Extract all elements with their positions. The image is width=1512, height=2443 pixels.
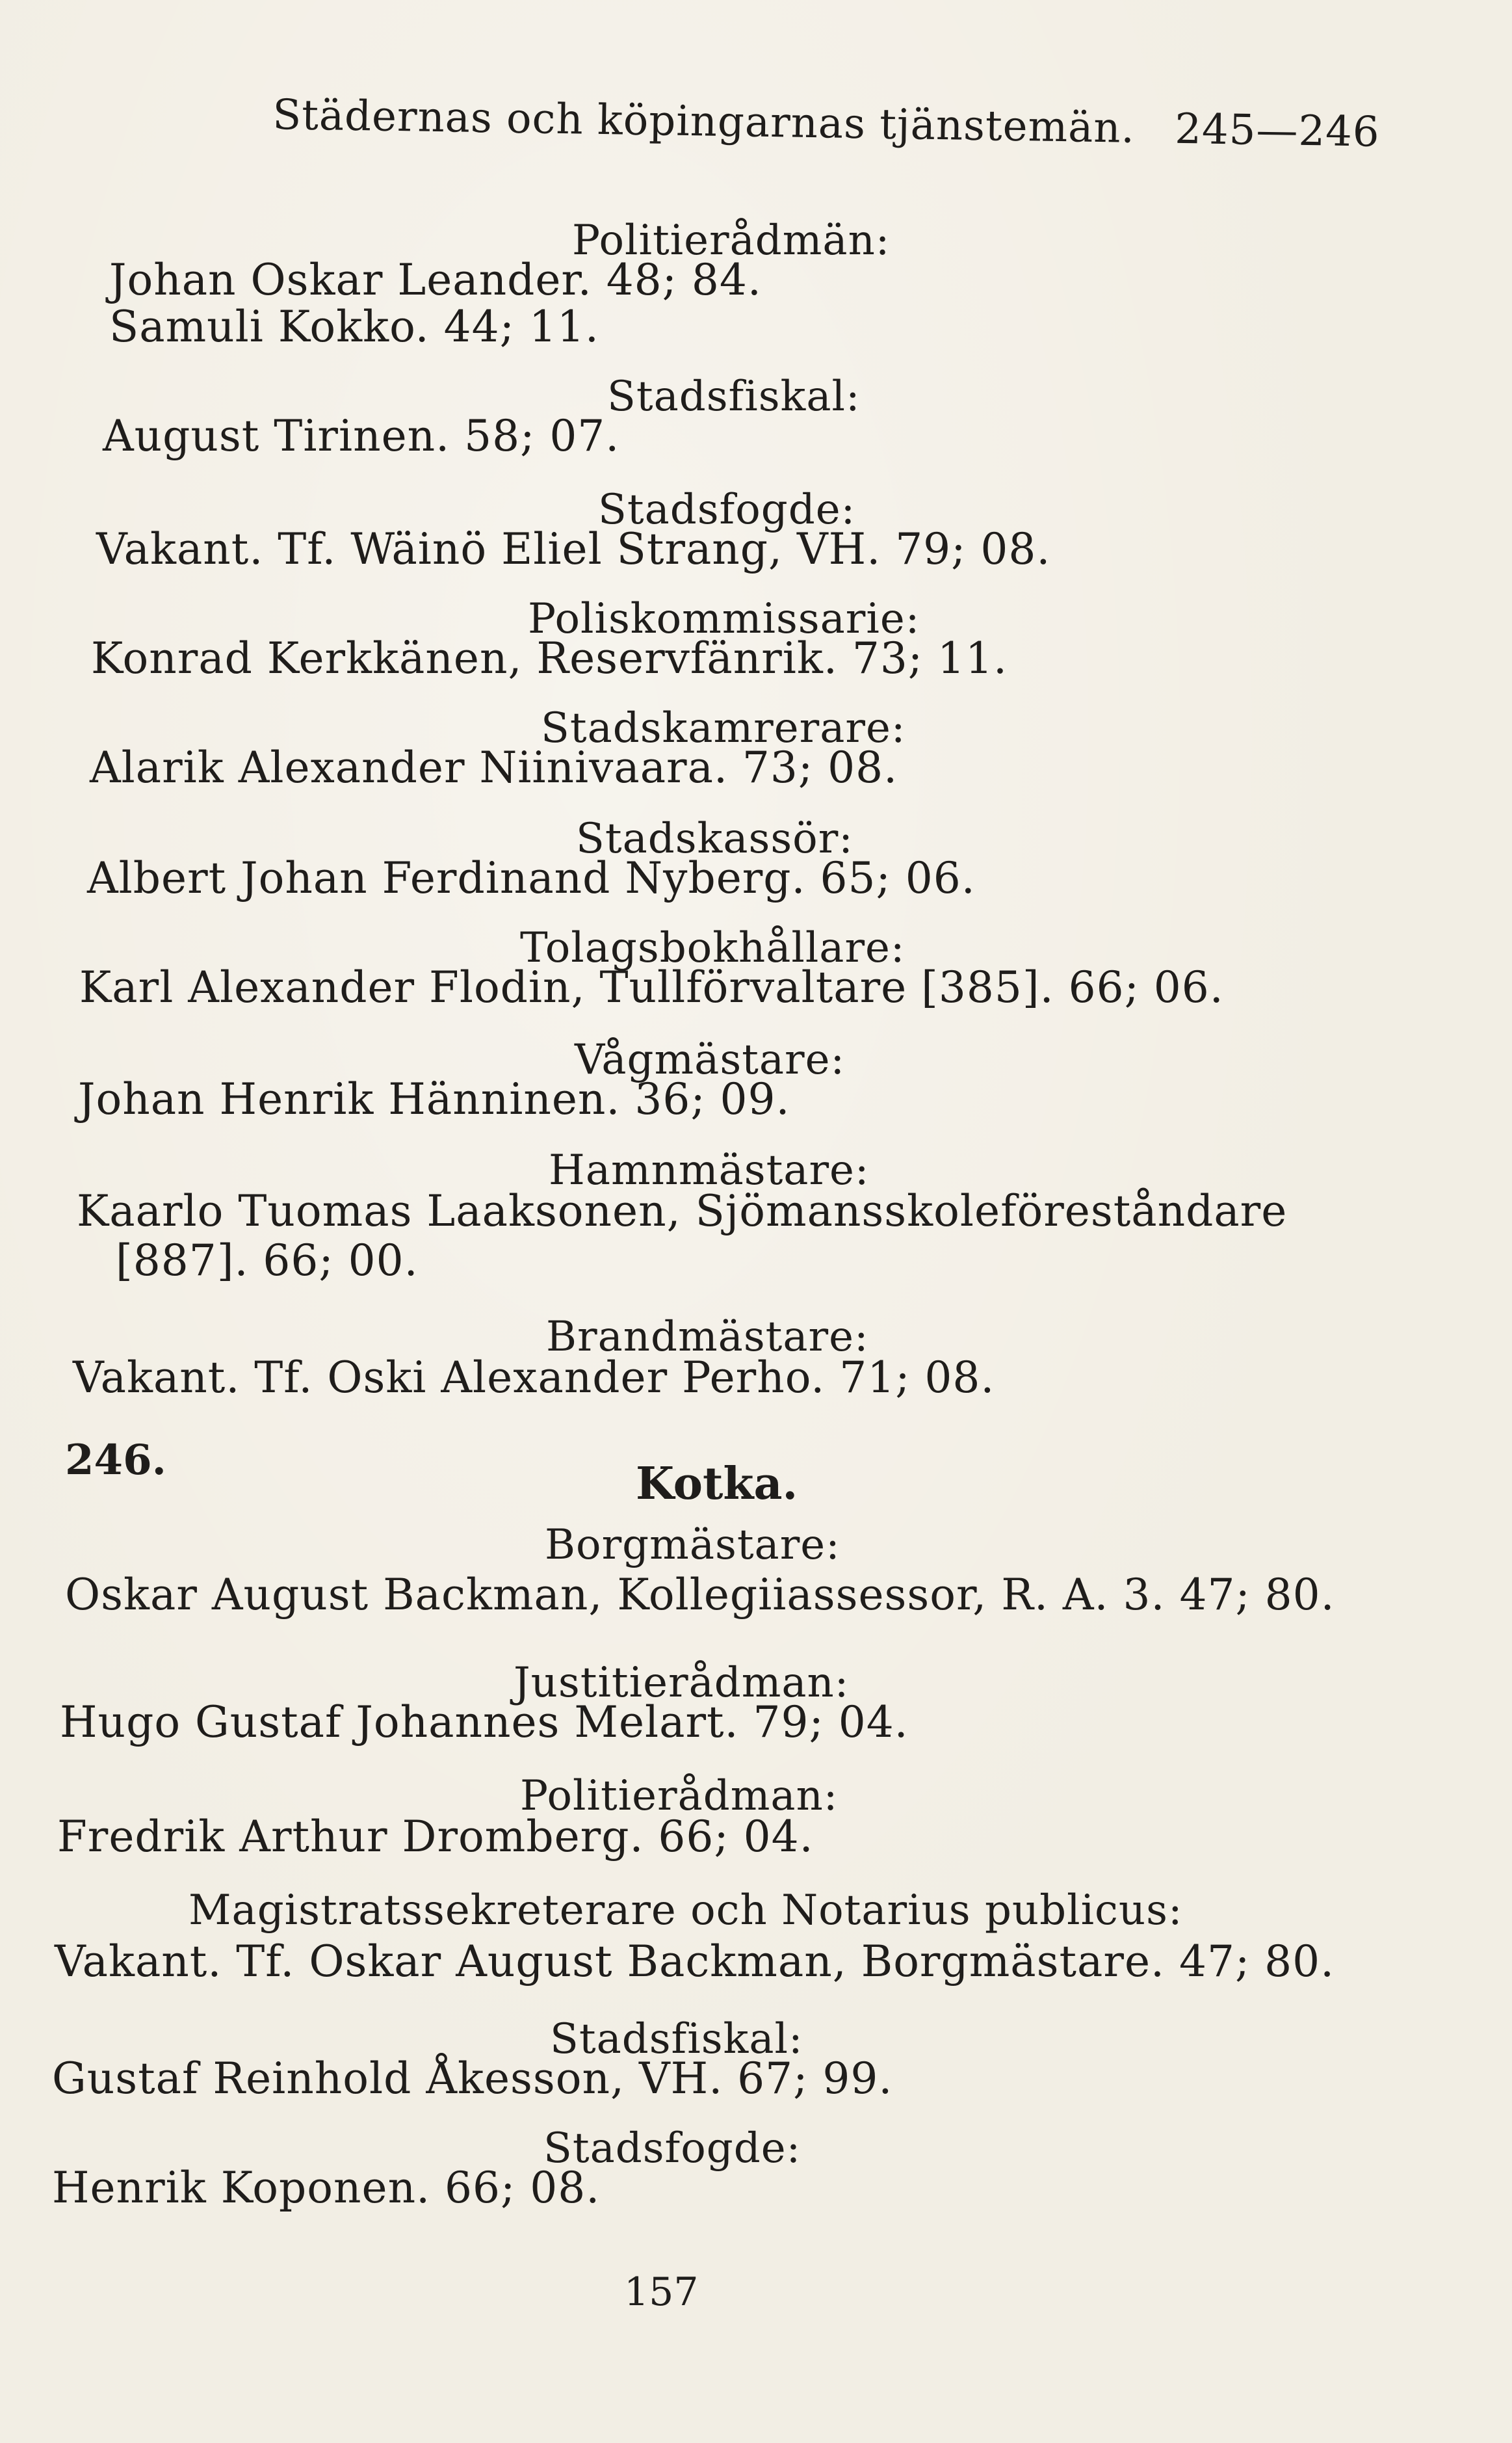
entry-dromberg: Fredrik Arthur Dromberg. 66; 04. — [57, 1812, 814, 1862]
entry-kerkkanen: Konrad Kerkkänen, Reservfänrik. 73; 11. — [91, 633, 1008, 683]
entry-flodin: Karl Alexander Flodin, Tullförvaltare [385]. 66; 06. — [79, 962, 1224, 1012]
heading-stadskamrerare: Stadskamrerare: — [541, 704, 906, 752]
heading-politieradman-246: Politierådman: — [520, 1772, 839, 1820]
entry-leander: Johan Oskar Leander. 48; 84. — [109, 255, 762, 305]
entry-strang: Vakant. Tf. Wäinö Eliel Strang, VH. 79; 08. — [96, 524, 1051, 574]
entry-laaksonen-cont: [887]. 66; 00. — [116, 1235, 419, 1286]
entry-melart: Hugo Gustaf Johannes Melart. 79; 04. — [60, 1697, 909, 1747]
entry-nyberg: Albert Johan Ferdinand Nyberg. 65; 06. — [87, 853, 976, 903]
heading-stadsfogde-246: Stadsfogde: — [543, 2124, 802, 2172]
entry-laaksonen: Kaarlo Tuomas Laaksonen, Sjömansskoleföreståndare — [77, 1186, 1288, 1236]
entry-tirinen: August Tirinen. 58; 07. — [103, 411, 620, 461]
section-number: 246. — [65, 1436, 166, 1485]
heading-hamnmastare: Hamnmästare: — [549, 1146, 870, 1195]
heading-justitieradman: Justitierådman: — [514, 1659, 850, 1707]
running-head-sections: 245—246 — [1174, 105, 1381, 157]
entry-kokko: Samuli Kokko. 44; 11. — [109, 302, 599, 352]
heading-magistratssekreterare: Magistratssekreterare och Notarius publicus: — [189, 1886, 1183, 1935]
entry-backman: Oskar August Backman, Kollegiiassessor, R. A. 3. 47; 80. — [65, 1570, 1335, 1620]
entry-perho: Vakant. Tf. Oski Alexander Perho. 71; 08. — [73, 1353, 995, 1403]
heading-stadsfiskal: Stadsfiskal: — [607, 373, 861, 421]
heading-stadsfiskal-246: Stadsfiskal: — [550, 2015, 803, 2063]
heading-politieradman: Politierådmän: — [572, 217, 891, 265]
running-head — [272, 91, 1380, 157]
entry-backman-tf: Vakant. Tf. Oskar August Backman, Borgmästare. 47; 80. — [55, 1936, 1335, 1987]
page-number: 157 — [624, 2269, 699, 2315]
entry-koponen: Henrik Koponen. 66; 08. — [52, 2163, 601, 2213]
heading-stadsfogde: Stadsfogde: — [598, 486, 856, 534]
heading-brandmastare: Brandmästare: — [546, 1313, 869, 1361]
entry-hanninen: Johan Henrik Hänninen. 36; 09. — [78, 1074, 790, 1124]
entry-niinivaara: Alarik Alexander Niinivaara. 73; 08. — [90, 743, 898, 793]
heading-tolagsbokhallare: Tolagsbokhållare: — [520, 924, 906, 972]
heading-borgmastare: Borgmästare: — [545, 1521, 841, 1569]
heading-vagmastare: Vågmästare: — [575, 1036, 846, 1084]
heading-poliskommissarie: Poliskommissarie: — [528, 595, 920, 643]
entry-akesson: Gustaf Reinhold Åkesson, VH. 67; 99. — [52, 2053, 893, 2104]
running-head-title: Städernas och köpingarnas tjänstemän. — [272, 91, 1136, 153]
city-title: Kotka. — [636, 1458, 798, 1510]
heading-stadskassor: Stadskassör: — [576, 815, 854, 863]
